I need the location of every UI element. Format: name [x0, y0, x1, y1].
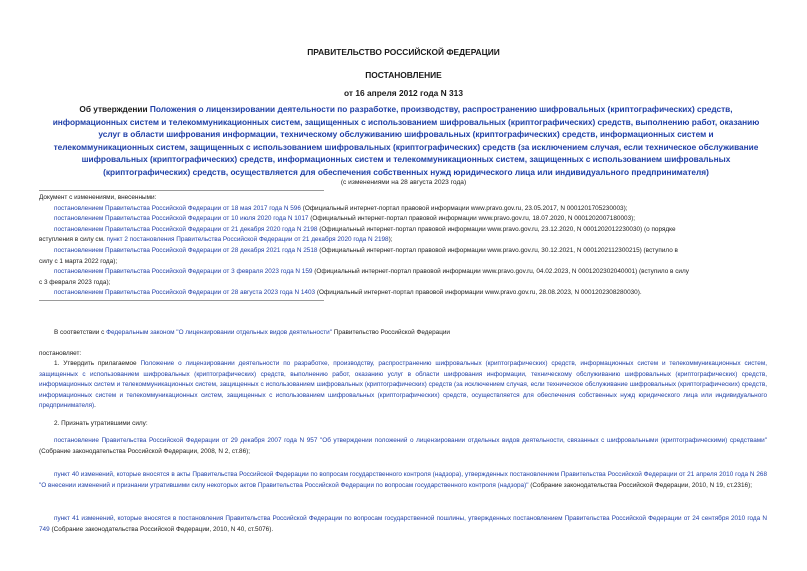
amendment-text: (Официальный интернет-портал правовой информации www.pravo.gov.ru, 23.05.2017, N 0001201705230003);	[300, 204, 628, 212]
federal-law-link[interactable]: Федеральным законом "О лицензировании отдельных видов деятельности"	[106, 329, 333, 336]
repealed-link-749[interactable]: пункт 41 изменений, которые вносятся в постановления Правительства Российской Федерации по вопросам государственной пошлины, утвержденных постановлением Правительства Российской Федерации от 24 сентября 2010 года N 749	[39, 515, 767, 533]
edition-note: (с изменениями на 28 августа 2023 года)	[340, 179, 467, 186]
regulation-link[interactable]: Положение о лицензировании деятельности по разработке, производству, распространению шифровальных (криптографических) средств, информационных систем и телекоммуникационных систем, защищенных с использованием шифровальных (криптографических) средств, выполнению работ, оказанию услуг в области шифрования информации, техническому обслуживанию шифровальных (криптографических) средств, информационных систем и телекоммуникационных систем, защищенных с использованием шифровальных (криптографических) средств (за исключением случая, если техническое обслуживание шифровальных (криптографических) средств, информационных систем и телекоммуникационных систем, защищенных с использованием шифровальных (криптографических) средств, осуществляется для обеспечения собственных нужд юридического лица или индивидуального предпринимателя)	[39, 360, 768, 410]
repealed-text: (Собрание законодательства Российской Федерации, 2008, N 2, ст.86);	[39, 447, 251, 455]
title-regulation-link[interactable]: Положения о лицензировании деятельности по разработке, производству, распространению шифровальных (криптографических) средств, информационных систем и телекоммуникационных систем, защищенных с использованием шифровальных (криптографических) средств, выполнению работ, оказанию услуг в области шифрования информации, техническому обслуживанию шифровальных (криптографических) средств, информационных систем и телекоммуникационных систем, защищенных с использованием шифровальных (криптографических) средств (за исключением случая, если техническое обслуживание шифровальных (криптографических) средств, информационных систем и телекоммуникационных систем, защищенных с использованием шифровальных (криптографических) средств, осуществляется для обеспечения собственных нужд юридического лица или индивидуального предпринимателя)	[52, 104, 760, 177]
repealed-item	[39, 470, 767, 491]
amendment-text: вступления в силу см.	[39, 236, 107, 244]
divider-bottom	[39, 300, 324, 301]
repealed-link-957[interactable]: постановление Правительства Российской Федерации от 29 декабря 2007 года N 957 "Об утверждении положений о лицензировании отдельных видов деятельности, связанных с шифровальными (криптографическими) средствами"	[54, 437, 767, 444]
clause-text: .	[94, 402, 96, 410]
divider-top	[39, 190, 324, 191]
amendment-link-1017[interactable]: постановлением Правительства Российской Федерации от 10 июля 2020 года N 1017	[54, 215, 309, 223]
amendment-item-continuation: с 3 февраля 2023 года);	[39, 278, 111, 286]
preamble-paragraph	[39, 328, 767, 339]
amendment-text: );	[388, 236, 393, 244]
amendments-intro: Документ с изменениями, внесенными:	[39, 194, 157, 201]
amendment-item-continuation	[39, 235, 771, 246]
doc-type-heading: ПОСТАНОВЛЕНИЕ	[365, 70, 442, 80]
amendment-link-596[interactable]: постановлением Правительства Российской Федерации от 18 мая 2017 года N 596	[54, 204, 301, 212]
amendment-item	[39, 214, 771, 225]
amendment-item	[39, 246, 771, 257]
repealed-text: (Собрание законодательства Российской Федерации, 2010, N 19, ст.2316);	[528, 481, 752, 489]
amendment-link-1403[interactable]: постановлением Правительства Российской Федерации от 28 августа 2023 года N 1403	[54, 289, 316, 297]
amendment-text: (Официальный интернет-портал правовой информации www.pravo.gov.ru, 23.12.2020, N 0001202012230030) (о порядке	[317, 225, 676, 233]
amendment-text: (Официальный интернет-портал правовой информации www.pravo.gov.ru, 04.02.2023, N 0001202302040001) (вступило в силу	[312, 268, 689, 276]
amendment-link-2198-p2[interactable]: пункт 2 постановления Правительства Российской Федерации от 21 декабря 2020 года N 2198	[106, 236, 389, 244]
clause-1-paragraph	[39, 359, 767, 412]
government-heading: ПРАВИТЕЛЬСТВО РОССИЙСКОЙ ФЕДЕРАЦИИ	[307, 47, 500, 57]
amendment-text: (Официальный интернет-портал правовой информации www.pravo.gov.ru, 28.08.2023, N 0001202308280030).	[315, 289, 642, 297]
clause-text: 1. Утвердить прилагаемое	[54, 360, 141, 367]
amendment-item	[39, 267, 771, 278]
repealed-text: (Собрание законодательства Российской Федерации, 2010, N 40, ст.5076).	[49, 525, 274, 533]
clause-2-paragraph: 2. Признать утратившими силу:	[54, 420, 148, 427]
repealed-item	[39, 514, 767, 535]
amendments-block	[39, 193, 771, 299]
amendment-text: (Официальный интернет-портал правовой информации www.pravo.gov.ru, 30.12.2021, N 0001202112300215) (вступило в	[317, 246, 678, 254]
document-title	[52, 103, 760, 178]
amendment-item	[39, 204, 771, 215]
resolves-paragraph: постановляет:	[39, 350, 82, 357]
amendment-item-continuation: силу с 1 марта 2022 года);	[39, 257, 118, 265]
amendment-link-2518[interactable]: постановлением Правительства Российской Федерации от 28 декабря 2021 года N 2518	[54, 246, 318, 254]
amendment-item	[39, 288, 771, 299]
amendment-link-2198[interactable]: постановлением Правительства Российской Федерации от 21 декабря 2020 года N 2198	[54, 225, 318, 233]
doc-date: от 16 апреля 2012 года N 313	[344, 88, 463, 98]
preamble-text: Правительство Российской Федерации	[332, 329, 450, 336]
amendment-link-159[interactable]: постановлением Правительства Российской Федерации от 3 февраля 2023 года N 159	[54, 268, 313, 276]
repealed-item	[39, 436, 767, 457]
preamble-text: В соответствии с	[54, 329, 107, 336]
repealed-link-268[interactable]: пункт 40 изменений, которые вносятся в акты Правительства Российской Федерации по вопросам государственного контроля (надзора), утвержденных постановлением Правительства Российской Федерации от 21 апреля 2010 года N 268 "О внесении изменений и признании утратившими силу некоторых актов Правительства Российской Федерации по вопросам государственного контроля (надзора)"	[39, 471, 767, 489]
amendment-item	[39, 225, 771, 236]
title-prefix: Об утверждении	[79, 104, 150, 114]
amendment-text: (Официальный интернет-портал правовой информации www.pravo.gov.ru, 18.07.2020, N 0001202007180003);	[308, 215, 636, 223]
